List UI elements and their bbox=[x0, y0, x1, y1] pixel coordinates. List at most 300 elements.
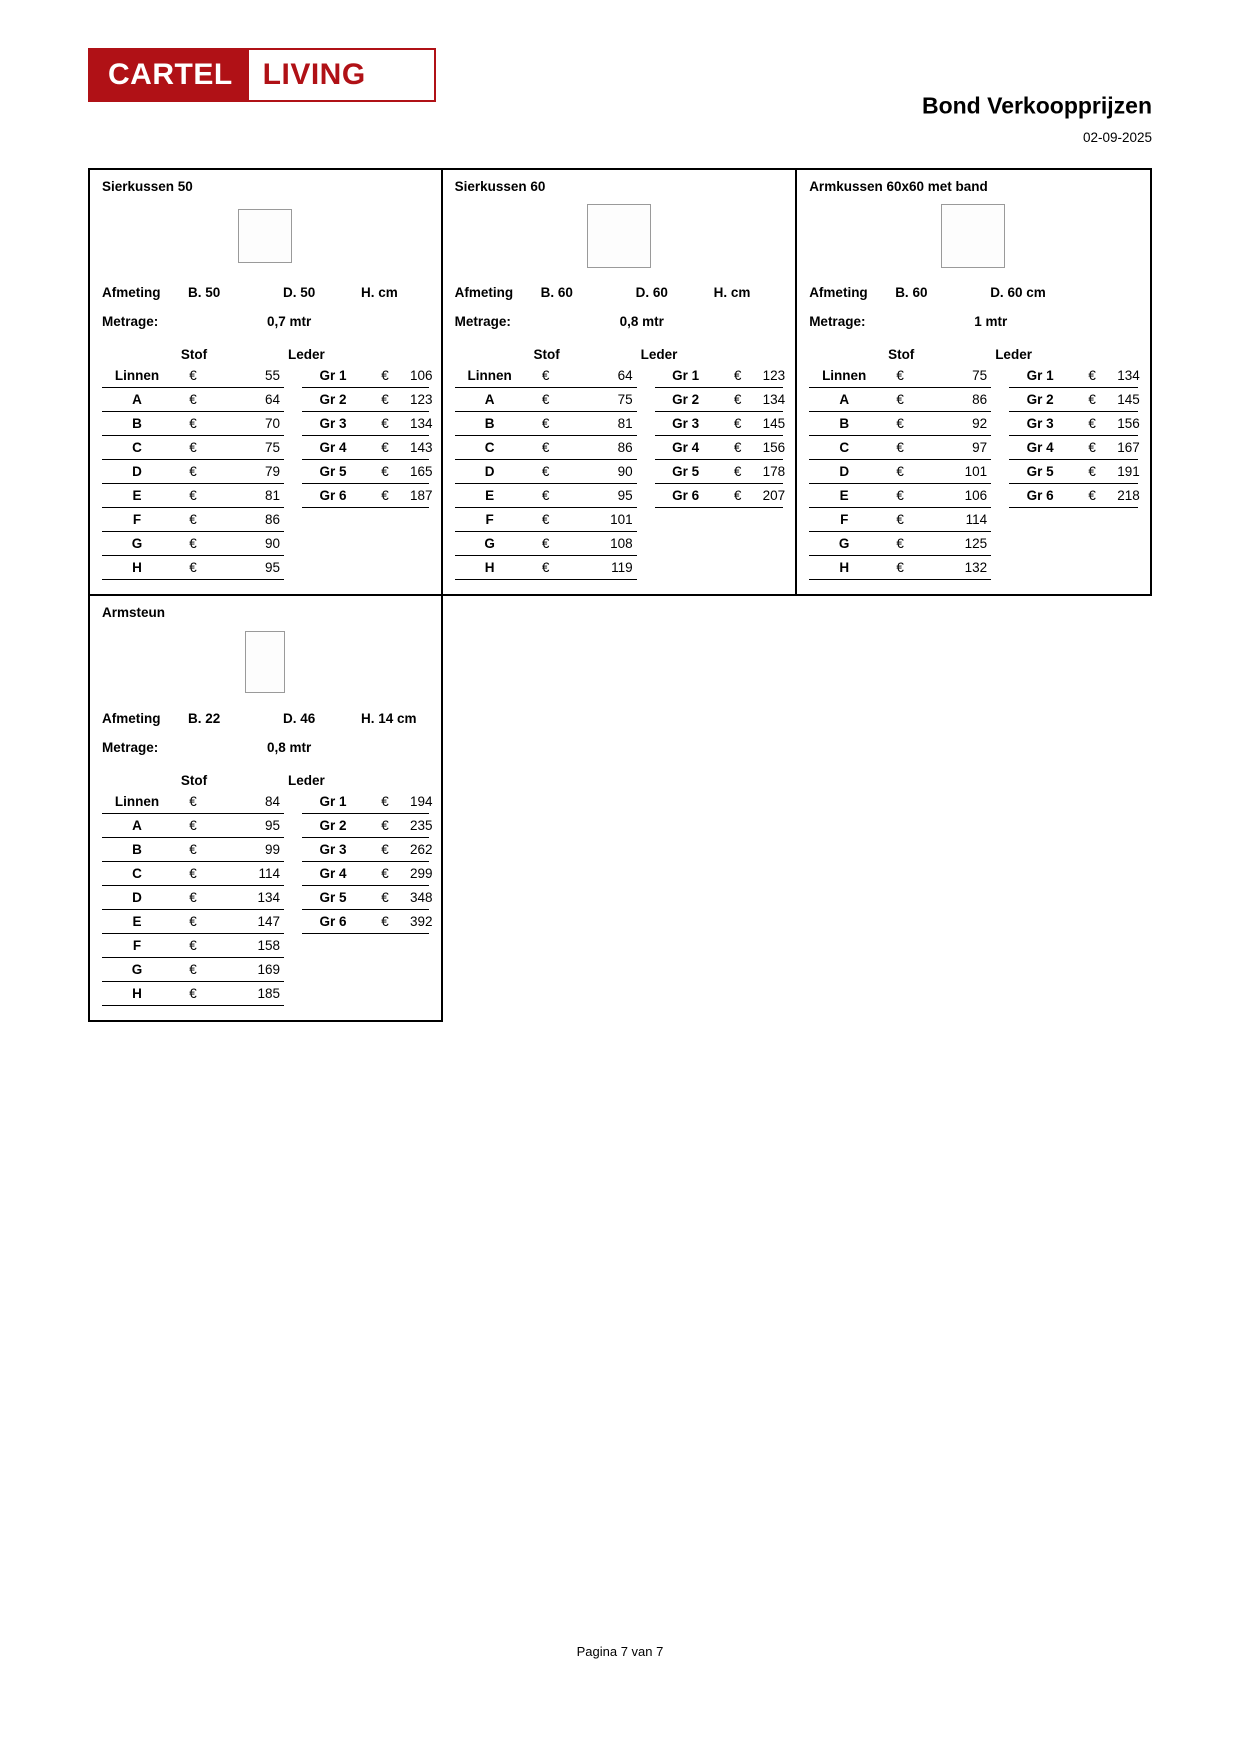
currency-symbol: € bbox=[172, 957, 214, 981]
product-image-wrap bbox=[809, 197, 1138, 275]
stof-grade: C bbox=[455, 435, 525, 459]
leder-price: 106 bbox=[406, 364, 429, 388]
spacer-cell bbox=[284, 933, 302, 957]
currency-symbol: € bbox=[879, 507, 921, 531]
leder-grade: Gr 4 bbox=[302, 861, 364, 885]
table-row bbox=[809, 411, 1138, 435]
table-row bbox=[102, 861, 429, 885]
stof-grade: A bbox=[102, 387, 172, 411]
currency-symbol: € bbox=[879, 555, 921, 579]
empty-cell bbox=[1113, 555, 1138, 579]
dimension-width: B. 60 bbox=[540, 284, 573, 300]
stof-grade: E bbox=[102, 483, 172, 507]
column-header-leder: Leder bbox=[640, 346, 678, 362]
table-row bbox=[455, 507, 784, 531]
leder-grade: Gr 5 bbox=[655, 459, 717, 483]
table-row bbox=[102, 459, 429, 483]
stof-price: 101 bbox=[567, 507, 637, 531]
leder-grade: Gr 2 bbox=[302, 813, 364, 837]
currency-symbol: € bbox=[364, 885, 406, 909]
stof-grade: Linnen bbox=[102, 364, 172, 388]
stof-grade: G bbox=[102, 957, 172, 981]
spacer-cell bbox=[284, 387, 302, 411]
table-row bbox=[455, 364, 784, 388]
currency-symbol: € bbox=[717, 483, 759, 507]
stof-grade: B bbox=[102, 837, 172, 861]
leder-grade: Gr 5 bbox=[1009, 459, 1071, 483]
empty-cell bbox=[364, 957, 406, 981]
column-headers bbox=[455, 347, 784, 364]
currency-symbol: € bbox=[879, 435, 921, 459]
currency-symbol: € bbox=[172, 387, 214, 411]
stof-grade: D bbox=[809, 459, 879, 483]
leder-price: 194 bbox=[406, 790, 429, 814]
table-row bbox=[102, 387, 429, 411]
currency-symbol: € bbox=[172, 885, 214, 909]
stof-grade: F bbox=[102, 507, 172, 531]
leder-price: 145 bbox=[759, 411, 784, 435]
product-image-wrap bbox=[102, 197, 429, 275]
price-table bbox=[102, 790, 433, 1006]
stof-grade: H bbox=[102, 555, 172, 579]
stof-price: 75 bbox=[214, 435, 284, 459]
column-headers bbox=[809, 347, 1138, 364]
stof-grade: G bbox=[455, 531, 525, 555]
spacer-cell bbox=[284, 981, 302, 1005]
document-date: 02-09-2025 bbox=[1082, 130, 1152, 145]
empty-cell bbox=[1071, 555, 1113, 579]
spacer-cell bbox=[637, 364, 655, 388]
spacer-cell bbox=[991, 459, 1009, 483]
metrage-label: Metrage: bbox=[102, 313, 159, 329]
currency-symbol: € bbox=[879, 459, 921, 483]
table-row bbox=[102, 933, 429, 957]
leder-grade: Gr 6 bbox=[302, 909, 364, 933]
stof-grade: B bbox=[455, 411, 525, 435]
page-footer bbox=[0, 1644, 1240, 1659]
stof-price: 108 bbox=[567, 531, 637, 555]
spacer-cell bbox=[284, 411, 302, 435]
product-panel-armkussen-60x60 bbox=[797, 168, 1152, 596]
empty-cell bbox=[302, 507, 364, 531]
stof-price: 92 bbox=[921, 411, 991, 435]
metrage-line bbox=[809, 314, 1138, 329]
currency-symbol: € bbox=[717, 435, 759, 459]
spacer-cell bbox=[637, 411, 655, 435]
square-50-thumbnail-icon bbox=[238, 209, 292, 263]
stof-price: 147 bbox=[214, 909, 284, 933]
currency-symbol: € bbox=[364, 837, 406, 861]
empty-cell bbox=[364, 531, 406, 555]
empty-cell bbox=[655, 555, 717, 579]
leder-grade: Gr 6 bbox=[655, 483, 717, 507]
leder-price: 299 bbox=[406, 861, 429, 885]
spacer-cell bbox=[284, 885, 302, 909]
stof-price: 75 bbox=[921, 364, 991, 388]
spacer-cell bbox=[637, 483, 655, 507]
leder-price: 235 bbox=[406, 813, 429, 837]
stof-price: 119 bbox=[567, 555, 637, 579]
stof-price: 114 bbox=[921, 507, 991, 531]
dimension-depth: D. 46 bbox=[283, 710, 316, 726]
leder-grade: Gr 3 bbox=[655, 411, 717, 435]
table-row bbox=[102, 531, 429, 555]
empty-cell bbox=[364, 933, 406, 957]
dimension-width: B. 22 bbox=[188, 710, 221, 726]
afmeting-label: Afmeting bbox=[454, 284, 514, 300]
panel-row-2 bbox=[88, 596, 1152, 1022]
table-row bbox=[102, 364, 429, 388]
stof-grade: E bbox=[809, 483, 879, 507]
spacer-cell bbox=[284, 531, 302, 555]
leder-grade: Gr 5 bbox=[302, 885, 364, 909]
empty-cell bbox=[717, 507, 759, 531]
leder-price: 134 bbox=[1113, 364, 1138, 388]
table-row bbox=[102, 411, 429, 435]
currency-symbol: € bbox=[364, 861, 406, 885]
empty-cell bbox=[1071, 531, 1113, 555]
currency-symbol: € bbox=[172, 531, 214, 555]
leder-price: 262 bbox=[406, 837, 429, 861]
square-60-thumbnail-icon bbox=[587, 204, 651, 268]
table-row bbox=[455, 411, 784, 435]
stof-price: 95 bbox=[214, 813, 284, 837]
empty-cell bbox=[759, 531, 784, 555]
leder-price: 123 bbox=[406, 387, 429, 411]
currency-symbol: € bbox=[879, 364, 921, 388]
empty-cell bbox=[759, 555, 784, 579]
stof-grade: E bbox=[455, 483, 525, 507]
spacer-cell bbox=[637, 507, 655, 531]
spacer-cell bbox=[991, 531, 1009, 555]
leder-grade: Gr 1 bbox=[302, 790, 364, 814]
stof-grade: C bbox=[102, 435, 172, 459]
currency-symbol: € bbox=[364, 435, 406, 459]
empty-cell bbox=[406, 957, 429, 981]
currency-symbol: € bbox=[717, 459, 759, 483]
currency-symbol: € bbox=[364, 364, 406, 388]
product-panel-sierkussen-60 bbox=[443, 168, 798, 596]
square-60-band-thumbnail-icon bbox=[941, 204, 1005, 268]
metrage-value: 1 mtr bbox=[974, 313, 1008, 329]
spacer-cell bbox=[637, 459, 655, 483]
stof-price: 95 bbox=[567, 483, 637, 507]
table-row bbox=[102, 435, 429, 459]
empty-cell bbox=[406, 933, 429, 957]
currency-symbol: € bbox=[172, 790, 214, 814]
price-table bbox=[809, 364, 1138, 580]
spacer-cell bbox=[284, 555, 302, 579]
currency-symbol: € bbox=[525, 483, 567, 507]
spacer-cell bbox=[637, 555, 655, 579]
currency-symbol: € bbox=[172, 507, 214, 531]
spacer-cell bbox=[284, 861, 302, 885]
stof-price: 90 bbox=[214, 531, 284, 555]
table-row bbox=[455, 459, 784, 483]
logo-word-cartel: CARTEL bbox=[90, 50, 249, 100]
dimension-height: H. cm bbox=[713, 284, 751, 300]
currency-symbol: € bbox=[525, 459, 567, 483]
currency-symbol: € bbox=[172, 861, 214, 885]
stof-price: 106 bbox=[921, 483, 991, 507]
currency-symbol: € bbox=[717, 364, 759, 388]
leder-grade: Gr 1 bbox=[1009, 364, 1071, 388]
currency-symbol: € bbox=[172, 981, 214, 1005]
metrage-line bbox=[455, 314, 784, 329]
leder-price: 143 bbox=[406, 435, 429, 459]
product-panel-armsteun bbox=[88, 596, 443, 1022]
table-row bbox=[102, 957, 429, 981]
currency-symbol: € bbox=[879, 531, 921, 555]
stof-grade: G bbox=[809, 531, 879, 555]
stof-price: 64 bbox=[214, 387, 284, 411]
empty-cell bbox=[302, 957, 364, 981]
currency-symbol: € bbox=[172, 813, 214, 837]
leder-grade: Gr 4 bbox=[302, 435, 364, 459]
metrage-line bbox=[102, 314, 429, 329]
leder-price: 348 bbox=[406, 885, 429, 909]
spacer-cell bbox=[284, 507, 302, 531]
table-row bbox=[809, 555, 1138, 579]
currency-symbol: € bbox=[364, 387, 406, 411]
dimension-depth: D. 60 cm bbox=[990, 284, 1046, 300]
product-image-wrap bbox=[455, 197, 784, 275]
price-table bbox=[102, 364, 433, 580]
logo-word-living: LIVING bbox=[249, 50, 388, 100]
table-row bbox=[809, 435, 1138, 459]
spacer-cell bbox=[991, 507, 1009, 531]
leder-grade: Gr 2 bbox=[1009, 387, 1071, 411]
stof-grade: F bbox=[102, 933, 172, 957]
empty-cell bbox=[302, 981, 364, 1005]
leder-grade: Gr 2 bbox=[655, 387, 717, 411]
currency-symbol: € bbox=[172, 435, 214, 459]
column-headers bbox=[102, 773, 429, 790]
table-row bbox=[809, 507, 1138, 531]
stof-grade: D bbox=[455, 459, 525, 483]
armrest-thumbnail-icon bbox=[245, 631, 285, 693]
product-title: Armkussen 60x60 met band bbox=[809, 179, 988, 194]
stof-grade: H bbox=[809, 555, 879, 579]
leder-price: 187 bbox=[406, 483, 429, 507]
empty-cell bbox=[1009, 531, 1071, 555]
metrage-label: Metrage: bbox=[454, 313, 511, 329]
product-image-wrap bbox=[102, 623, 429, 701]
currency-symbol: € bbox=[364, 790, 406, 814]
page-title: Bond Verkoopprijzen bbox=[921, 92, 1152, 119]
spacer-cell bbox=[284, 957, 302, 981]
column-header-leder: Leder bbox=[288, 772, 325, 788]
afmeting-label: Afmeting bbox=[809, 284, 868, 300]
currency-symbol: € bbox=[525, 435, 567, 459]
currency-symbol: € bbox=[172, 909, 214, 933]
stof-grade: E bbox=[102, 909, 172, 933]
afmeting-label: Afmeting bbox=[102, 710, 161, 726]
stof-price: 84 bbox=[214, 790, 284, 814]
currency-symbol: € bbox=[364, 483, 406, 507]
stof-grade: G bbox=[102, 531, 172, 555]
metrage-label: Metrage: bbox=[809, 313, 866, 329]
spacer-cell bbox=[284, 483, 302, 507]
empty-cell bbox=[655, 507, 717, 531]
empty-cell bbox=[759, 507, 784, 531]
leder-grade: Gr 4 bbox=[1009, 435, 1071, 459]
leder-grade: Gr 3 bbox=[1009, 411, 1071, 435]
stof-grade: Linnen bbox=[102, 790, 172, 814]
stof-grade: B bbox=[102, 411, 172, 435]
currency-symbol: € bbox=[172, 933, 214, 957]
table-row bbox=[102, 885, 429, 909]
metrage-value: 0,8 mtr bbox=[619, 313, 664, 329]
empty-cell bbox=[1113, 507, 1138, 531]
stof-grade: Linnen bbox=[809, 364, 879, 388]
currency-symbol: € bbox=[525, 411, 567, 435]
spacer-cell bbox=[991, 411, 1009, 435]
currency-symbol: € bbox=[172, 459, 214, 483]
spacer-cell bbox=[284, 459, 302, 483]
stof-price: 101 bbox=[921, 459, 991, 483]
currency-symbol: € bbox=[525, 507, 567, 531]
page-number-label: Pagina 7 van 7 bbox=[576, 1644, 664, 1659]
dimensions-line bbox=[102, 285, 429, 300]
table-row bbox=[809, 531, 1138, 555]
spacer-cell bbox=[991, 435, 1009, 459]
stof-grade: F bbox=[455, 507, 525, 531]
stof-price: 99 bbox=[214, 837, 284, 861]
table-row bbox=[455, 483, 784, 507]
leder-price: 134 bbox=[406, 411, 429, 435]
leder-grade: Gr 4 bbox=[655, 435, 717, 459]
table-row bbox=[102, 981, 429, 1005]
empty-cell bbox=[1009, 507, 1071, 531]
stof-price: 55 bbox=[214, 364, 284, 388]
currency-symbol: € bbox=[364, 411, 406, 435]
stof-grade: A bbox=[809, 387, 879, 411]
leder-price: 156 bbox=[759, 435, 784, 459]
product-title: Sierkussen 60 bbox=[454, 179, 546, 194]
leder-grade: Gr 3 bbox=[302, 411, 364, 435]
empty-cell bbox=[364, 981, 406, 1005]
spacer-cell bbox=[991, 364, 1009, 388]
stof-price: 75 bbox=[567, 387, 637, 411]
table-row bbox=[102, 837, 429, 861]
dimension-height: H. 14 cm bbox=[361, 710, 417, 726]
spacer-cell bbox=[284, 837, 302, 861]
empty-cell bbox=[1071, 507, 1113, 531]
empty-cell bbox=[717, 531, 759, 555]
stof-price: 158 bbox=[214, 933, 284, 957]
leder-price: 156 bbox=[1113, 411, 1138, 435]
currency-symbol: € bbox=[1071, 364, 1113, 388]
empty-cell bbox=[406, 981, 429, 1005]
afmeting-label: Afmeting bbox=[102, 284, 161, 300]
stof-price: 132 bbox=[921, 555, 991, 579]
stof-price: 79 bbox=[214, 459, 284, 483]
stof-price: 64 bbox=[567, 364, 637, 388]
leder-price: 191 bbox=[1113, 459, 1138, 483]
dimension-width: B. 60 bbox=[895, 284, 928, 300]
spacer-cell bbox=[991, 387, 1009, 411]
stof-price: 81 bbox=[567, 411, 637, 435]
leder-price: 167 bbox=[1113, 435, 1138, 459]
stof-price: 86 bbox=[567, 435, 637, 459]
spacer-cell bbox=[284, 364, 302, 388]
spacer-cell bbox=[991, 555, 1009, 579]
column-headers bbox=[102, 347, 429, 364]
stof-price: 134 bbox=[214, 885, 284, 909]
stof-grade: Linnen bbox=[455, 364, 525, 388]
spacer-cell bbox=[637, 387, 655, 411]
leder-price: 123 bbox=[759, 364, 784, 388]
stof-grade: D bbox=[102, 459, 172, 483]
table-row bbox=[102, 909, 429, 933]
currency-symbol: € bbox=[172, 364, 214, 388]
product-panel-grid bbox=[88, 168, 1152, 1022]
metrage-label: Metrage: bbox=[102, 739, 159, 755]
stof-grade: D bbox=[102, 885, 172, 909]
table-row bbox=[455, 531, 784, 555]
currency-symbol: € bbox=[879, 483, 921, 507]
table-row bbox=[102, 813, 429, 837]
currency-symbol: € bbox=[364, 459, 406, 483]
spacer-cell bbox=[284, 909, 302, 933]
leder-grade: Gr 2 bbox=[302, 387, 364, 411]
currency-symbol: € bbox=[1071, 387, 1113, 411]
column-header-stof: Stof bbox=[180, 346, 208, 362]
column-header-stof: Stof bbox=[180, 772, 208, 788]
table-row bbox=[809, 459, 1138, 483]
table-row bbox=[809, 483, 1138, 507]
spacer-cell bbox=[284, 435, 302, 459]
stof-price: 185 bbox=[214, 981, 284, 1005]
table-row bbox=[809, 364, 1138, 388]
stof-price: 86 bbox=[214, 507, 284, 531]
table-row bbox=[102, 507, 429, 531]
leder-grade: Gr 5 bbox=[302, 459, 364, 483]
empty-cell bbox=[364, 507, 406, 531]
leder-price: 207 bbox=[759, 483, 784, 507]
currency-symbol: € bbox=[525, 364, 567, 388]
stof-price: 90 bbox=[567, 459, 637, 483]
stof-grade: C bbox=[102, 861, 172, 885]
currency-symbol: € bbox=[172, 411, 214, 435]
stof-price: 97 bbox=[921, 435, 991, 459]
empty-cell bbox=[364, 555, 406, 579]
leder-grade: Gr 1 bbox=[655, 364, 717, 388]
currency-symbol: € bbox=[717, 387, 759, 411]
product-title: Sierkussen 50 bbox=[102, 179, 193, 194]
panel-row-1 bbox=[88, 168, 1152, 596]
column-header-stof: Stof bbox=[888, 346, 915, 362]
table-row bbox=[102, 483, 429, 507]
dimension-depth: D. 50 bbox=[283, 284, 316, 300]
dimensions-line bbox=[455, 285, 784, 300]
table-row bbox=[102, 790, 429, 814]
leder-price: 145 bbox=[1113, 387, 1138, 411]
column-header-leder: Leder bbox=[995, 346, 1032, 362]
empty-cell bbox=[302, 933, 364, 957]
stof-grade: H bbox=[455, 555, 525, 579]
empty-cell bbox=[406, 507, 429, 531]
currency-symbol: € bbox=[879, 411, 921, 435]
price-table bbox=[455, 364, 784, 580]
page-header bbox=[0, 48, 1240, 145]
stof-price: 86 bbox=[921, 387, 991, 411]
leder-price: 165 bbox=[406, 459, 429, 483]
table-row bbox=[809, 387, 1138, 411]
product-panel-sierkussen-50 bbox=[88, 168, 443, 596]
dimensions-line bbox=[809, 285, 1138, 300]
